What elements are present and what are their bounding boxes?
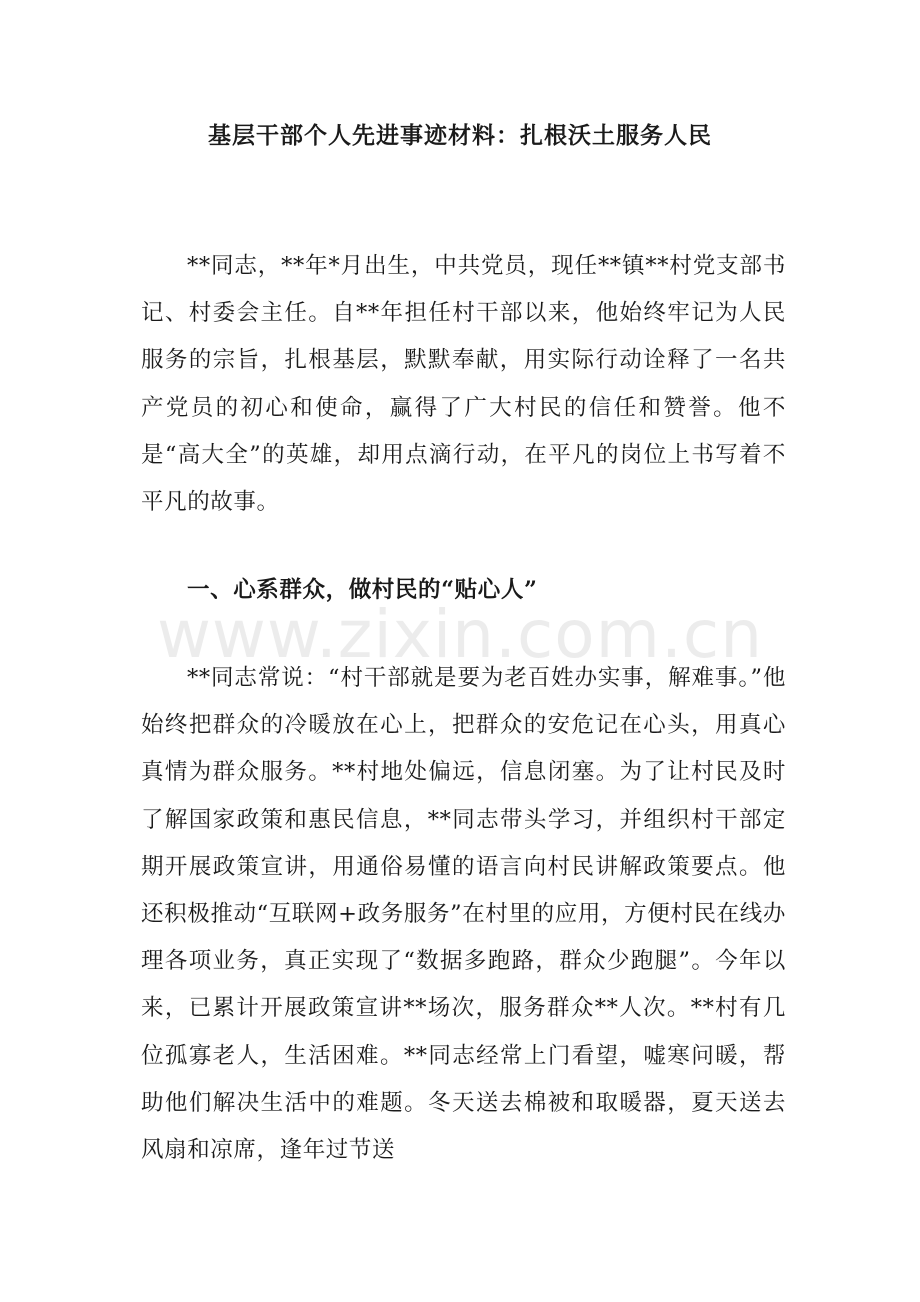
intro-paragraph: **同志，**年*月出生，中共党员，现任**镇**村党支部书记、村委会主任。自**年担任村干部以来，他始终牢记为人民服务的宗旨，扎根基层，默默奉献，用实际行动诠释了一名共产党员的初心和使命，赢得了广大村民的信任和赞誉。他不是“高大全”的英雄，却用点滴行动，在平凡的岗位上书写着不平凡的故事。 — [141, 253, 786, 516]
document-title: 基层干部个人先进事迹材料：扎根沃土服务人民 — [208, 122, 712, 149]
section-heading: 一、心系群众，做村民的“贴心人” — [187, 577, 538, 603]
section-paragraph: **同志常说：“村干部就是要为老百姓办实事，解难事。”他始终把群众的冷暖放在心上，把群众的安危记在心头，用真心真情为群众服务。**村地处偏远，信息闭塞。为了让村民及时了解国家政策和惠民信息，**同志带头学习，并组织村干部定期开展政策宣讲，用通俗易懂的语言向村民讲解政策要点。他还积极推动“互联网+政务服务”在村里的应用，方便村民在线办理各项业务，真正实现了“数据多跑路，群众少跑腿”。今年以来，已累计开展政策宣讲**场次，服务群众**人次。**村有几位孤寡老人，生活困难。**同志经常上门看望，嘘寒问暖，帮助他们解决生活中的难题。冬天送去棉被和取暖器，夏天送去风扇和凉席，逢年过节送 — [141, 665, 786, 1164]
watermark: www.zixin.com.cn — [156, 596, 764, 673]
